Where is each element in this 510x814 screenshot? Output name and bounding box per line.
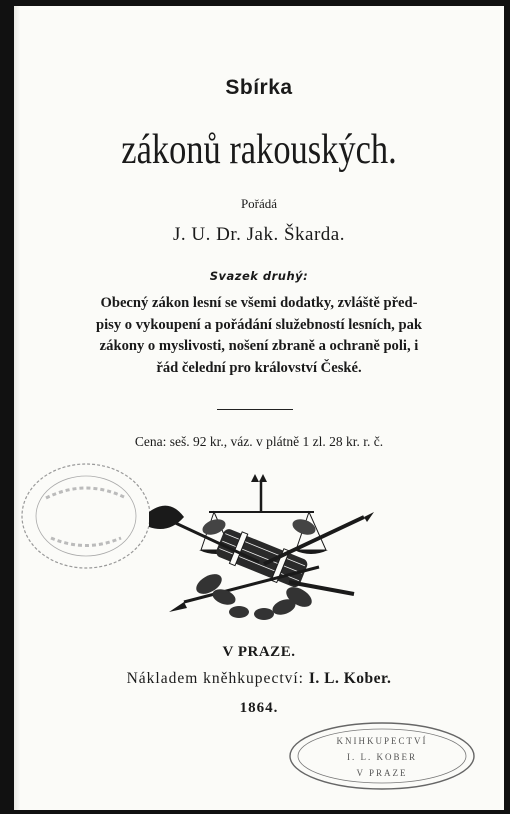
main-title: zákonů rakouských.	[121, 127, 397, 173]
publisher-stamp-icon	[284, 716, 484, 796]
volume-description	[36, 293, 482, 379]
publisher-prefix: Nákladem kněhkupectví:	[126, 670, 304, 687]
place-of-publication: V PRAZE.	[222, 644, 296, 660]
stamp-line: V PRAZE	[356, 768, 408, 778]
divider-rule	[217, 409, 293, 410]
editor-name: J. U. Dr. Jak. Škarda.	[173, 224, 345, 245]
volume-label: Svazek druhý:	[209, 269, 309, 283]
trophy-emblem-icon	[139, 472, 379, 622]
title-page	[14, 6, 504, 810]
description-line: zákony o myslivosti, nošení zbraně a ochraně poli, i	[99, 338, 419, 354]
publisher-line	[14, 670, 504, 688]
publisher-name: I. L. Kober.	[308, 670, 392, 687]
stamp-line: KNIHKUPECTVÍ	[336, 736, 428, 746]
description-line: Obecný zákon lesní se všemi dodatky, zvláště před-	[100, 295, 418, 311]
series-title: Sbírka	[225, 76, 293, 99]
binding-edge	[14, 6, 20, 810]
price-line: Cena: seš. 92 kr., váz. v plátně 1 zl. 28 kr. r. č.	[134, 434, 384, 449]
description-line: pisy o vykoupení a pořádání služebností lesních, pak	[95, 316, 423, 333]
stamp-line: I. L. KOBER	[347, 752, 417, 762]
publication-year: 1864.	[239, 700, 279, 716]
arranged-by-label: Pořádá	[240, 196, 278, 211]
description-line: řád čelední pro království České.	[156, 359, 362, 376]
